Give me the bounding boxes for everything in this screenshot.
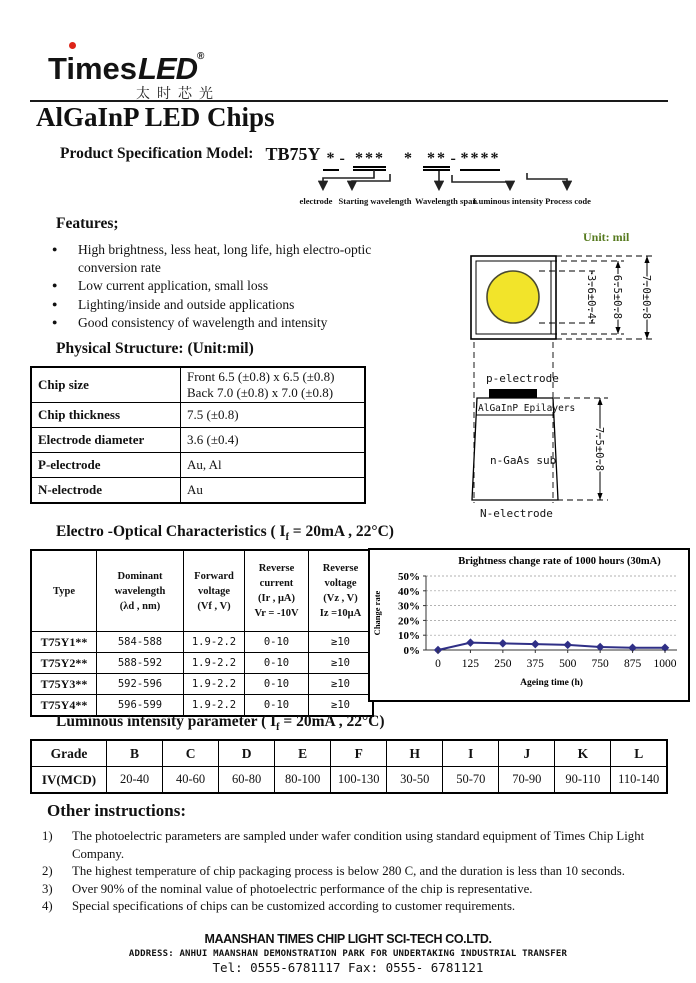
n-electrode-label: N-electrode: [480, 507, 553, 520]
dim-front-size: 6.5±0.8: [611, 274, 623, 320]
svg-text:20%: 20%: [398, 615, 420, 628]
row-label: Electrode diameter: [31, 428, 181, 453]
feature-text: Lighting/inside and outside applications: [78, 296, 295, 312]
model-wavelength-stars: ***: [353, 150, 386, 171]
footer-company-name: MAANSHAN TIMES CHIP LIGHT SCI-TECH CO.LTD.: [204, 931, 492, 946]
page-footer: [0, 931, 696, 975]
item-text: The photoelectric parameters are sampled under wafer condition using standard equipment of Times Chip Light Company.: [72, 829, 645, 861]
feature-text: Low current application, small loss: [78, 278, 269, 293]
table-row: [31, 367, 365, 403]
list-item: [42, 898, 690, 916]
dim-chip-thickness: 7.5±0.8: [593, 426, 605, 472]
table-row: [31, 428, 365, 453]
table-row: [31, 478, 365, 504]
svg-text:30%: 30%: [398, 600, 420, 613]
model-span-star: *: [403, 150, 414, 167]
luminous-intensity-heading: [56, 713, 385, 733]
item-number: 3): [42, 881, 53, 896]
model-process-stars: ****: [460, 150, 500, 171]
list-item: [42, 881, 690, 899]
svg-text:Brightness change rate of 1000: Brightness change rate of 1000 hours (30mA): [458, 556, 661, 567]
logo-times-text: Times: [48, 51, 138, 86]
heading-post: = 20mA , 22°C): [279, 713, 385, 730]
item-number: 2): [42, 864, 53, 878]
svg-text:125: 125: [461, 658, 480, 670]
electrode-pad: [487, 271, 539, 323]
row-value: 7.5 (±0.8): [181, 403, 366, 428]
svg-text:Change rate: Change rate: [372, 590, 382, 636]
electro-optical-heading: [56, 523, 394, 543]
row-value: Au: [181, 478, 366, 504]
feature-text: Good consistency of wavelength and intensity: [78, 315, 328, 330]
arrow-label-process-code: Process code: [545, 196, 591, 206]
features-list: [52, 241, 444, 333]
svg-text:875: 875: [623, 658, 642, 670]
logo-chinese-name: 太时芯光: [136, 86, 220, 102]
physical-structure-table: [30, 366, 366, 504]
brand-wordmark: [48, 40, 220, 86]
model-intensity-stars: **: [423, 150, 450, 171]
spec-callout-arrows: [290, 164, 610, 196]
brightness-change-chart: [370, 550, 688, 698]
spec-model-label: Product Specification Model:: [60, 145, 254, 162]
bullet-icon: ●: [52, 244, 58, 254]
svg-text:50%: 50%: [398, 571, 420, 583]
bullet-icon: ●: [52, 317, 58, 327]
logo-red-dot-icon: [69, 42, 76, 49]
col-header-reverse-current: Reverse current (Ir , μA) Vr = -10V: [245, 550, 309, 632]
svg-text:500: 500: [559, 658, 577, 670]
list-item: [42, 828, 690, 863]
p-electrode-bar: [489, 389, 537, 398]
list-item: [42, 863, 690, 881]
arrow-label-luminous-intensity: Luminous intensity: [472, 196, 544, 206]
col-header-type: Type: [31, 550, 97, 632]
arrow-label-electrode: electrode: [299, 196, 333, 206]
feature-text: High brightness, less heat, long life, high electro-optic conversion rate: [78, 242, 372, 275]
heading-pre: Luminous intensity parameter ( I: [56, 713, 277, 730]
item-text: Over 90% of the nominal value of photoelectric performance of the chip is representative.: [72, 881, 533, 896]
svg-text:750: 750: [591, 658, 609, 670]
row-value: 3.6 (±0.4): [181, 428, 366, 453]
model-dash-2: -: [450, 150, 456, 167]
logo-led-text: LED: [138, 51, 198, 86]
chip-size-back: Back 7.0 (±0.8) x 7.0 (±0.8): [187, 385, 334, 400]
model-electrode-star: *: [323, 150, 339, 171]
dim-back-size: 7.0±0.8: [640, 274, 652, 320]
table-header-row: [31, 550, 373, 632]
arrow-label-wavelength-span: Wavelength span: [414, 196, 478, 206]
physical-structure-heading: Physical Structure: (Unit:mil): [56, 340, 254, 357]
p-electrode-label: p-electrode: [486, 372, 559, 385]
footer-tel-fax: Tel: 0555-6781117 Fax: 0555- 6781121: [212, 960, 484, 975]
brightness-chart-frame: [368, 548, 690, 702]
svg-text:1000: 1000: [653, 658, 677, 670]
grade-header: Grade: [31, 740, 107, 767]
other-instructions-list: [42, 828, 690, 916]
svg-text:0: 0: [435, 658, 441, 670]
footer-address: ADDRESS: ANHUI MAANSHAN DEMONSTRATION PARK FOR UNDERTAKING INDUSTRIAL TRANSFER: [128, 949, 568, 959]
chip-dimension-diagram: [440, 226, 690, 528]
item-text: The highest temperature of chip packaging process is below 280 C, and the duration is less than 10 seconds.: [72, 864, 625, 878]
heading-sub: f: [285, 532, 289, 544]
row-label: N-electrode: [31, 478, 181, 504]
table-row: IV(MCD) 20-40 40-60 60-80 80-100 100-130 30-50 50-70 70-90 90-110 110-140: [31, 767, 667, 794]
row-label: Chip size: [31, 367, 181, 403]
bullet-icon: ●: [52, 298, 58, 309]
other-instructions-heading: Other instructions:: [47, 801, 186, 820]
item-number: 1): [42, 829, 53, 843]
svg-text:0%: 0%: [403, 645, 420, 657]
logo-registered-mark: ®: [197, 51, 205, 62]
electro-optical-table: [30, 549, 374, 717]
substrate-label: n-GaAs sub: [490, 454, 557, 467]
heading-pre: Electro -Optical Characteristics ( I: [56, 523, 286, 540]
svg-text:Ageing time (h): Ageing time (h): [520, 678, 583, 688]
list-item: [52, 314, 444, 332]
svg-text:375: 375: [526, 658, 544, 670]
row-value: Au, Al: [181, 453, 366, 478]
svg-text:250: 250: [494, 658, 512, 670]
table-row: T75Y4** 596-599 1.9-2.2 0-10 ≥10: [31, 695, 373, 717]
item-text: Special specifications of chips can be customized according to customer requirements.: [72, 899, 516, 913]
unit-label: Unit: mil: [583, 230, 630, 244]
iv-mcd-label: IV(MCD): [31, 767, 107, 794]
features-heading: Features;: [56, 215, 119, 232]
list-item: [52, 241, 444, 276]
item-number: 4): [42, 899, 53, 913]
brand-logo: [48, 40, 220, 103]
table-row: T75Y3** 592-596 1.9-2.2 0-10 ≥10: [31, 674, 373, 695]
table-row: [31, 403, 365, 428]
col-header-reverse-voltage: Reverse voltage (Vz , V) Iz =10μA: [309, 550, 374, 632]
col-header-forward-voltage: Forward voltage (Vf , V): [184, 550, 245, 632]
model-dash-1: -: [339, 150, 345, 167]
epilayers-label: AlGaInP Epilayers: [478, 403, 576, 414]
table-row: [31, 453, 365, 478]
arrow-label-starting-wavelength: Starting wavelength: [338, 196, 412, 206]
row-label: P-electrode: [31, 453, 181, 478]
model-base: TB75Y: [265, 144, 321, 164]
table-header-row: Grade B C D E F H I J K L: [31, 740, 667, 767]
heading-sub: f: [276, 722, 280, 734]
page-title: AlGaInP LED Chips: [36, 102, 275, 132]
dim-electrode-diameter: 3.6±0.4: [585, 274, 597, 320]
chip-size-front: Front 6.5 (±0.8) x 6.5 (±0.8): [187, 369, 335, 384]
table-row: T75Y2** 588-592 1.9-2.2 0-10 ≥10: [31, 653, 373, 674]
svg-text:10%: 10%: [398, 630, 420, 643]
row-label: Chip thickness: [31, 403, 181, 428]
luminous-intensity-table: [30, 739, 668, 794]
svg-text:40%: 40%: [398, 585, 420, 598]
list-item: [52, 277, 444, 295]
table-row: T75Y1** 584-588 1.9-2.2 0-10 ≥10: [31, 632, 373, 653]
col-header-dominant-wavelength: Dominant wavelength (λd , nm): [97, 550, 184, 632]
bullet-icon: ●: [52, 280, 58, 290]
row-value: [181, 367, 366, 403]
heading-post: = 20mA , 22°C): [288, 523, 394, 540]
list-item: [52, 296, 444, 314]
